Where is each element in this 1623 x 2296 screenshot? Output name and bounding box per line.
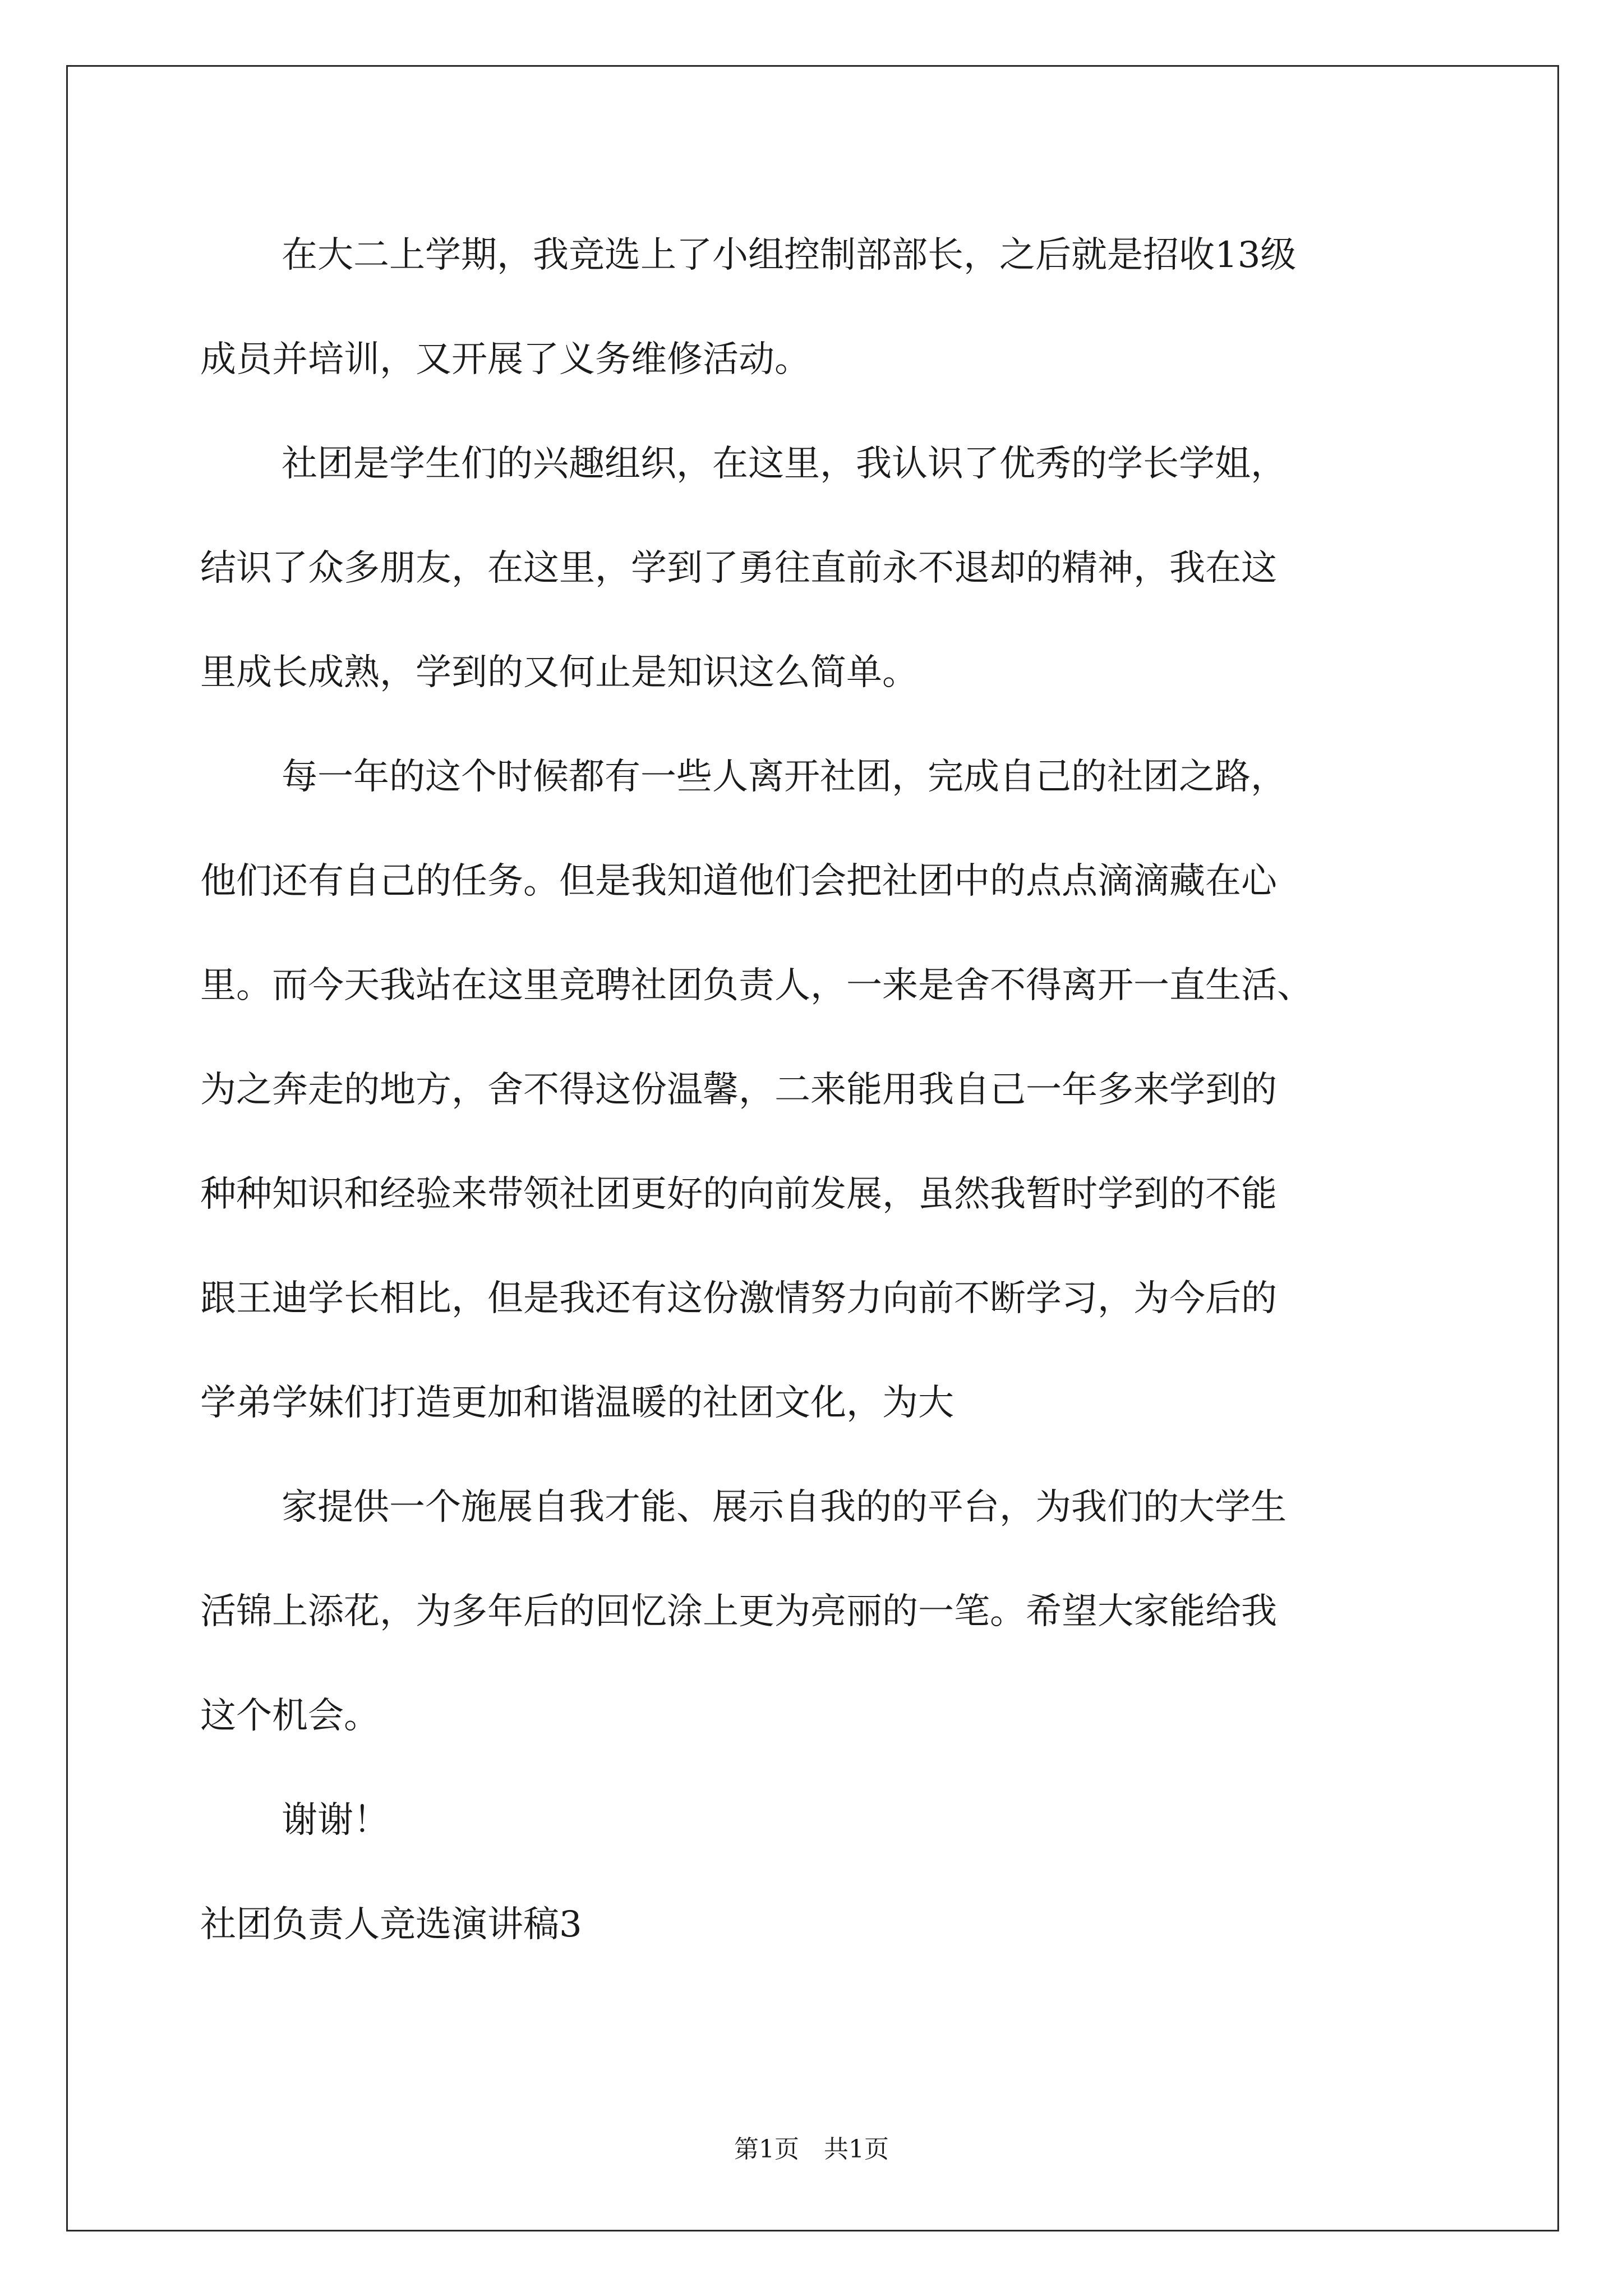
paragraph-line: 种种知识和经验来带领社团更好的向前发展，虽然我暂时学到的不能 bbox=[200, 1174, 1277, 1215]
paragraph-1 bbox=[200, 203, 1479, 412]
paragraph-line: 社团是学生们的兴趣组织，在这里，我认识了优秀的学长学姐， bbox=[282, 443, 1287, 485]
paragraph-2 bbox=[200, 412, 1479, 725]
next-section-title: 社团负责人竞选演讲稿3 bbox=[200, 1904, 582, 1945]
paragraph-line: 活锦上添花，为多年后的回忆涂上更为亮丽的一笔。希望大家能给我 bbox=[200, 1591, 1277, 1632]
paragraph-line: 成员并培训，又开展了义务维修活动。 bbox=[200, 339, 810, 380]
paragraph-line: 这个机会。 bbox=[200, 1695, 380, 1737]
paragraph-line: 里。而今天我站在这里竞聘社团负责人，一来是舍不得离开一直生活、 bbox=[200, 965, 1313, 1006]
paragraph-line: 在大二上学期，我竞选上了小组控制部部长，之后就是招收13级 bbox=[282, 234, 1297, 276]
paragraph-4 bbox=[200, 1455, 1479, 1768]
paragraph-3 bbox=[200, 725, 1479, 1455]
paragraph-5 bbox=[200, 1768, 1479, 1872]
paragraph-line: 他们还有自己的任务。但是我知道他们会把社团中的点点滴滴藏在心 bbox=[200, 861, 1277, 902]
page-footer bbox=[0, 2129, 1623, 2165]
paragraph-line: 为之奔走的地方，舍不得这份温馨，二来能用我自己一年多来学到的 bbox=[200, 1069, 1277, 1111]
page-current: 第1页 bbox=[734, 2135, 799, 2164]
paragraph-line: 里成长成熟，学到的又何止是知识这么简单。 bbox=[200, 652, 918, 693]
page-total: 共1页 bbox=[824, 2135, 889, 2164]
paragraph-line: 跟王迪学长相比，但是我还有这份激情努力向前不断学习，为今后的 bbox=[200, 1278, 1277, 1319]
paragraph-line: 谢谢！ bbox=[282, 1800, 389, 1841]
paragraph-line: 每一年的这个时候都有一些人离开社团，完成自己的社团之路， bbox=[282, 756, 1287, 798]
paragraph-line: 家提供一个施展自我才能、展示自我的的平台，为我们的大学生 bbox=[282, 1487, 1287, 1528]
paragraph-line: 结识了众多朋友，在这里，学到了勇往直前永不退却的精神，我在这 bbox=[200, 547, 1277, 589]
document-body bbox=[200, 203, 1479, 1977]
paragraph-line: 学弟学妹们打造更加和谐温暖的社团文化，为大 bbox=[200, 1382, 954, 1424]
